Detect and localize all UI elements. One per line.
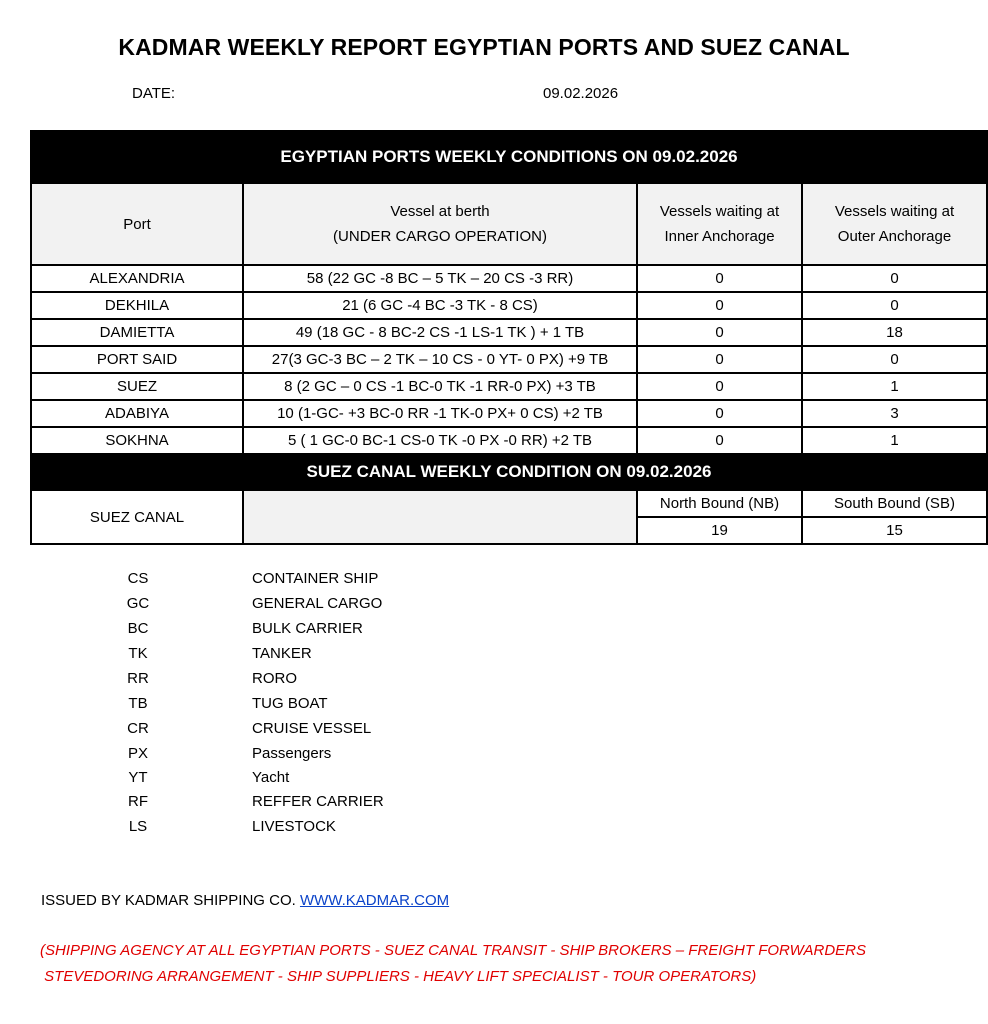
vessels-at-berth: 5 ( 1 GC-0 BC-1 CS-0 TK -0 PX -0 RR) +2 TB (243, 427, 637, 454)
legend-code: LS (128, 818, 148, 835)
table-row (31, 265, 987, 292)
vessels-at-berth: 10 (1-GC- +3 BC-0 RR -1 TK-0 PX+ 0 CS) +2 TB (243, 400, 637, 427)
col-header-port-label: Port (123, 215, 151, 233)
col-header-outer-line2: Outer Anchorage (837, 228, 952, 245)
services-line-2: STEVEDORING ARRANGEMENT - SHIP SUPPLIERS - HEAVY LIFT SPECIALIST - TOUR OPERATORS) (40, 968, 757, 985)
inner-anchorage-count: 0 (637, 292, 802, 319)
legend-code: PX (127, 745, 148, 762)
date-value: 09.02.2026 (543, 85, 619, 102)
legend-description: BULK CARRIER (252, 620, 363, 637)
issued-by-line (41, 892, 449, 909)
ports-table-title-row (31, 131, 987, 183)
legend-description: CRUISE VESSEL (252, 720, 372, 737)
canal-table-title: SUEZ CANAL WEEKLY CONDITION ON 09.02.2026 (31, 454, 987, 490)
col-header-outer (802, 183, 987, 265)
legend-description: CONTAINER SHIP (252, 570, 379, 587)
col-header-berth (243, 183, 637, 265)
port-name: SOKHNA (31, 427, 243, 454)
table-row (31, 292, 987, 319)
legend-code: RR (127, 670, 149, 687)
vessels-at-berth: 8 (2 GC – 0 CS -1 BC-0 TK -1 RR-0 PX) +3 TB (243, 373, 637, 400)
col-header-inner-line2: Inner Anchorage (664, 228, 775, 245)
south-bound-value: 15 (802, 517, 987, 544)
col-header-inner-line1: Vessels waiting at (659, 203, 780, 220)
inner-anchorage-count: 0 (637, 346, 802, 373)
ports-table (30, 130, 988, 545)
suez-canal-label: SUEZ CANAL (31, 490, 243, 544)
legend-code: CR (127, 720, 149, 737)
inner-anchorage-count: 0 (637, 265, 802, 292)
port-name: SUEZ (31, 373, 243, 400)
legend-description: REFFER CARRIER (252, 793, 384, 810)
south-bound-label: South Bound (SB) (802, 490, 987, 517)
outer-anchorage-count: 0 (802, 292, 987, 319)
north-bound-value: 19 (637, 517, 802, 544)
legend-description: RORO (252, 670, 297, 687)
table-row (31, 319, 987, 346)
port-name: DAMIETTA (31, 319, 243, 346)
outer-anchorage-count: 0 (802, 346, 987, 373)
ports-table-header (31, 183, 987, 265)
legend-description: TANKER (252, 645, 312, 662)
table-row (31, 427, 987, 454)
outer-anchorage-count: 0 (802, 265, 987, 292)
legend-code: GC (126, 595, 150, 612)
services-line-1: (SHIPPING AGENCY AT ALL EGYPTIAN PORTS - SUEZ CANAL TRANSIT - SHIP BROKERS – FREIGHT FORWARDERS (40, 942, 866, 959)
table-row (31, 400, 987, 427)
outer-anchorage-count: 18 (802, 319, 987, 346)
vessels-at-berth: 58 (22 GC -8 BC – 5 TK – 20 CS -3 RR) (243, 265, 637, 292)
port-name: PORT SAID (31, 346, 243, 373)
canal-blank-cell (243, 490, 637, 544)
inner-anchorage-count: 0 (637, 427, 802, 454)
table-row (31, 346, 987, 373)
col-header-port (31, 183, 243, 265)
legend-description: TUG BOAT (252, 695, 328, 712)
report-title: KADMAR WEEKLY REPORT EGYPTIAN PORTS AND SUEZ CANAL (118, 34, 850, 60)
legend-code: YT (128, 769, 148, 786)
legend-description: Passengers (252, 745, 332, 762)
north-bound-label: North Bound (NB) (637, 490, 802, 517)
inner-anchorage-count: 0 (637, 373, 802, 400)
legend-code: CS (127, 570, 149, 587)
port-name: DEKHILA (31, 292, 243, 319)
vessels-at-berth: 27(3 GC-3 BC – 2 TK – 10 CS - 0 YT- 0 PX) +9 TB (243, 346, 637, 373)
canal-labels-row (31, 490, 987, 517)
website-link[interactable]: WWW.KADMAR.COM (299, 892, 450, 909)
date-label: DATE: (132, 85, 176, 102)
vessels-at-berth: 21 (6 GC -4 BC -3 TK - 8 CS) (243, 292, 637, 319)
col-header-berth-line1: Vessel at berth (390, 203, 490, 220)
outer-anchorage-count: 3 (802, 400, 987, 427)
col-header-inner (637, 183, 802, 265)
legend-code: TK (128, 645, 148, 662)
outer-anchorage-count: 1 (802, 373, 987, 400)
inner-anchorage-count: 0 (637, 400, 802, 427)
col-header-berth-line2: (UNDER CARGO OPERATION) (333, 228, 547, 245)
legend-description: GENERAL CARGO (252, 595, 383, 612)
legend-code: RF (128, 793, 148, 810)
legend-code: BC (127, 620, 149, 637)
outer-anchorage-count: 1 (802, 427, 987, 454)
canal-table-title-row (31, 454, 987, 490)
port-name: ALEXANDRIA (31, 265, 243, 292)
legend-code: TB (128, 695, 148, 712)
legend-description: Yacht (252, 769, 290, 786)
services-list (40, 938, 866, 990)
col-header-outer-line1: Vessels waiting at (834, 203, 955, 220)
port-name: ADABIYA (31, 400, 243, 427)
table-row (31, 373, 987, 400)
issued-by-text: ISSUED BY KADMAR SHIPPING CO. (41, 892, 296, 909)
vessels-at-berth: 49 (18 GC - 8 BC-2 CS -1 LS-1 TK ) + 1 TB (243, 319, 637, 346)
legend-description: LIVESTOCK (252, 818, 336, 835)
inner-anchorage-count: 0 (637, 319, 802, 346)
ports-table-title: EGYPTIAN PORTS WEEKLY CONDITIONS ON 09.02.2026 (31, 131, 987, 183)
